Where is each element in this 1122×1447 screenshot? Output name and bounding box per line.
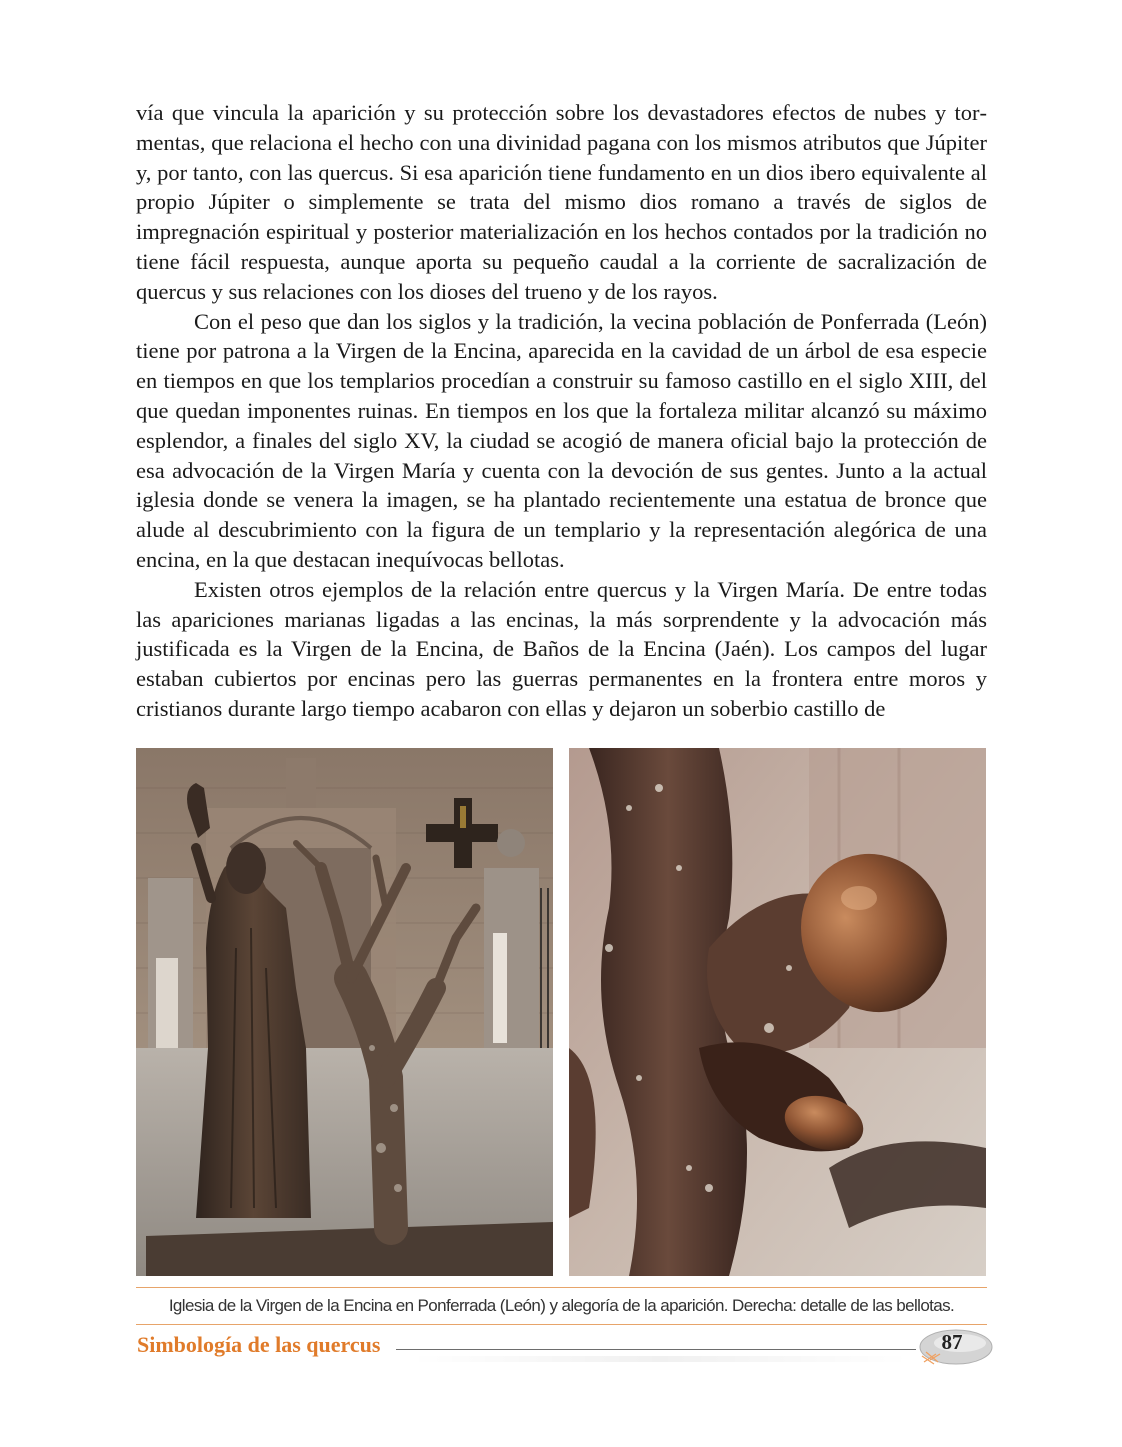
caption-rule-top bbox=[136, 1287, 987, 1288]
footer-rule bbox=[396, 1349, 916, 1350]
footer-shadow bbox=[410, 1356, 910, 1362]
photo-church-statue bbox=[136, 748, 553, 1276]
page-number: 87 bbox=[941, 1330, 963, 1354]
paragraph-2: Con el peso que dan los siglos y la tradición, la vecina población de Ponferrada (León) tiene por patrona a la Virgen de la Encina, aparecida en la cavidad de un árbol de esa especie en tiempos en que los templarios procedían a construir su famoso castillo en el siglo XIII, del que quedan imponentes ruinas. En tiempos en los que la fortaleza militar alcanzó su máximo esplendor, a finales del siglo XV, la ciudad se acogió de manera oficial bajo la protección de esa advocación de la Virgen María y cuenta con la devoción de sus gentes. Junto a la actual iglesia donde se venera la imagen, se ha plantado recientemente una estatua de bronce que alude al descubrimiento con la figura de un templario y la representación alegórica de una encina, en la que destacan inequívocas bellotas. bbox=[136, 308, 987, 572]
photo-acorn-detail bbox=[569, 748, 986, 1276]
footer-book-title: Simbología de las quercus bbox=[137, 1332, 381, 1357]
paragraph-1: vía que vincula la aparición y su protección sobre los devastadores efectos de nubes y tormentas, que relaciona el hecho con una divinidad pagana con los mismos atributos que Júpiter y, por tanto, con las quercus. Si esa aparición tiene fundamento en un dios ibero equivalente al propio Júpiter o simplemente se trata del mismo dios romano a través de siglos de impregnación espiritual y posterior materialización en los hechos contados por la tradición no tiene fácil respuesta, aunque aporta su pequeño caudal a la corriente de sacralización de quercus y sus relaciones con los dioses del trueno y de los rayos. bbox=[136, 100, 987, 304]
caption-rule-bottom bbox=[136, 1324, 987, 1325]
figure-caption: Iglesia de la Virgen de la Encina en Ponferrada (León) y alegoría de la aparición. Derecha: detalle de las bellotas. bbox=[168, 1296, 955, 1315]
body-text bbox=[136, 98, 987, 724]
paragraph-3: Existen otros ejemplos de la relación entre quercus y la Virgen María. De entre todas las apariciones marianas ligadas a las encinas, la más sorprendente y la advocación más justificada es la Virgen de la Encina, de Baños de la Encina (Jaén). Los campos del lugar estaban cubiertos por encinas pero las guerras permanentes en la frontera entre moros y cristianos durante largo tiempo acabaron con ellas y dejaron un soberbio castillo de bbox=[136, 576, 987, 721]
